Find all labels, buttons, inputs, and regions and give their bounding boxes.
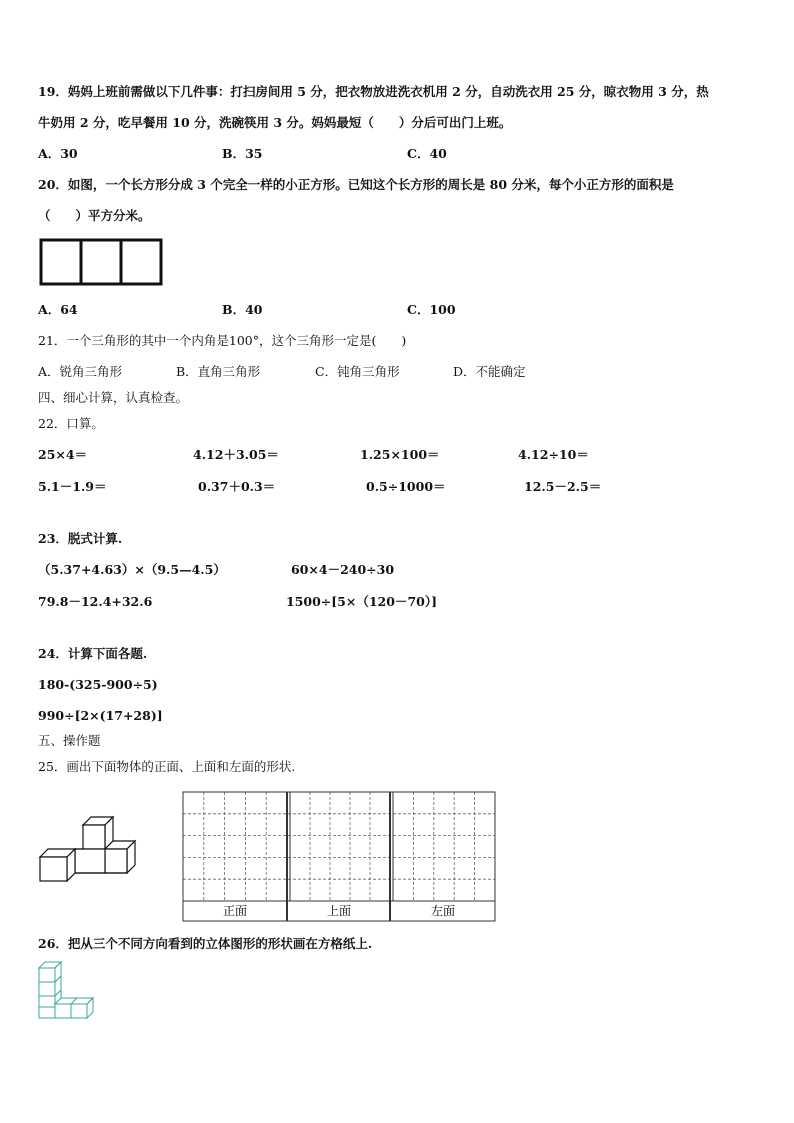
q20-line2: （ ）平方分米。 [38, 208, 151, 223]
grid-label-front: 正面 [222, 904, 248, 918]
q22-r1-c2: 4.12＋3.05＝ [193, 447, 279, 462]
q19-option-c: C．40 [407, 146, 447, 161]
q22-r2-c2: 0.37＋0.3＝ [198, 479, 276, 494]
q23-item-3: 79.8－12.4+32.6 [38, 594, 153, 609]
q22-r1-c1: 25×4＝ [38, 447, 88, 462]
q19-option-a: A．30 [38, 146, 78, 161]
q22-r2-c3: 0.5÷1000＝ [366, 479, 446, 494]
q20-option-c: C．100 [407, 302, 456, 317]
q24-title: 24．计算下面各题. [38, 646, 148, 661]
q22-r1-c4: 4.12÷10＝ [518, 447, 589, 462]
section4-heading: 四、细心计算，认真检查。 [38, 390, 189, 405]
q24-item-2: 990÷[2×(17+28)] [38, 708, 163, 723]
grid-label-left: 左面 [430, 904, 456, 918]
q22-title: 22．口算。 [38, 416, 104, 431]
q25-title: 25．画出下面物体的正面、上面和左面的形状. [38, 759, 296, 774]
q20-option-b: B．40 [222, 302, 263, 317]
q22-r2-c4: 12.5－2.5＝ [524, 479, 602, 494]
q21-option-a: A．锐角三角形 [38, 364, 123, 379]
q21-line1: 21．一个三角形的其中一个内角是100°，这个三角形一定是( ) [38, 333, 407, 348]
q19-option-b: B．35 [222, 146, 263, 161]
teal-cube-figure [37, 960, 99, 1022]
q23-item-2: 60×4－240÷30 [291, 562, 395, 577]
q21-option-b: B．直角三角形 [176, 364, 261, 379]
q26-title: 26．把从三个不同方向看到的立体图形的形状画在方格纸上. [38, 936, 373, 951]
q20-option-a: A．64 [38, 302, 78, 317]
q23-title: 23．脱式计算. [38, 531, 123, 546]
q21-option-d: D．不能确定 [453, 364, 526, 379]
cube-stack-figure [38, 815, 140, 889]
q19-line2: 牛奶用 2 分，吃早餐用 10 分，洗碗筷用 3 分。妈妈最短（ ）分后可出门上班。 [38, 115, 512, 130]
three-squares-figure [39, 238, 165, 288]
section5-heading: 五、操作题 [38, 733, 101, 748]
q22-r1-c3: 1.25×100＝ [360, 447, 440, 462]
q19-line1: 19．妈妈上班前需做以下几件事：打扫房间用 5 分，把衣物放进洗衣机用 2 分，自动洗衣用 25 分，晾衣物用 3 分，热 [38, 84, 709, 99]
q20-line1: 20．如图，一个长方形分成 3 个完全一样的小正方形。已知这个长方形的周长是 80 分米，每个小正方形的面积是 [38, 177, 674, 192]
q24-item-1: 180-(325-900÷5) [38, 677, 158, 692]
three-view-grid[interactable] [182, 791, 496, 923]
q23-item-4: 1500÷[5×（120－70）] [286, 594, 438, 609]
q21-option-c: C．钝角三角形 [315, 364, 400, 379]
grid-label-top: 上面 [326, 904, 352, 918]
q23-item-1: （5.37+4.63）×（9.5—4.5） [38, 562, 226, 577]
q22-r2-c1: 5.1－1.9＝ [38, 479, 107, 494]
